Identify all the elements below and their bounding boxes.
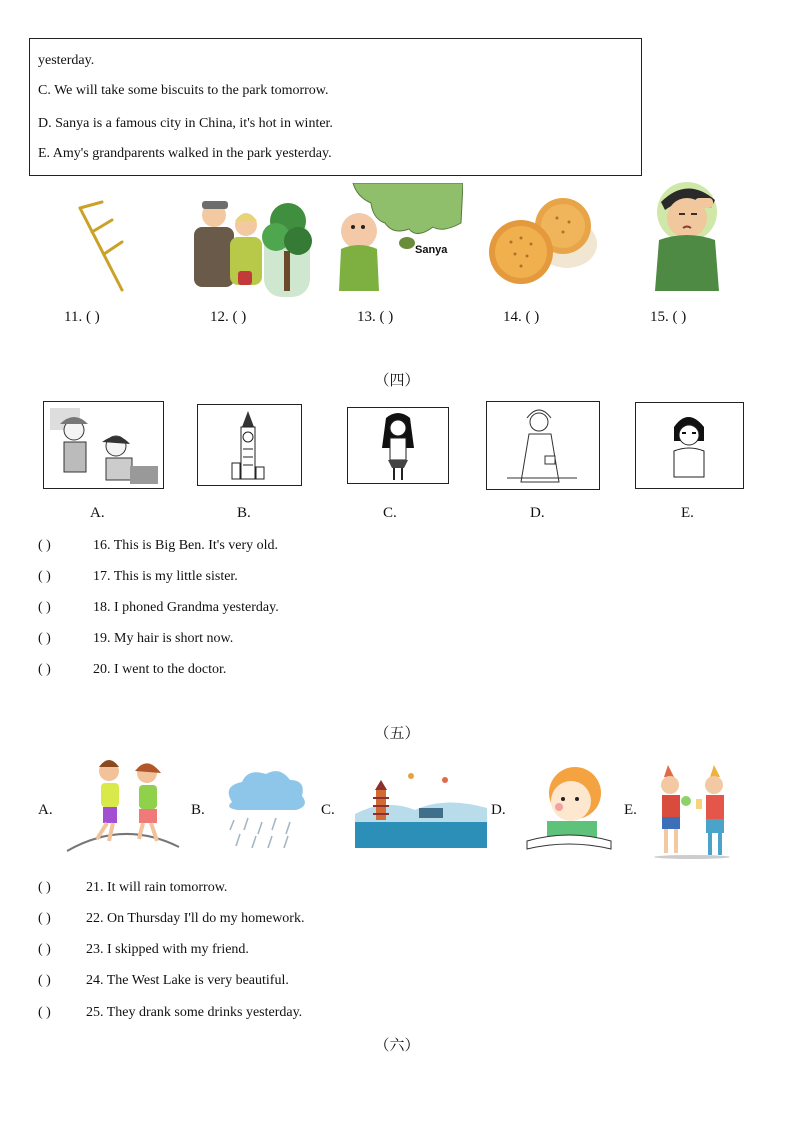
rain-cloud-icon (218, 768, 314, 850)
box-line: C. We will take some biscuits to the park tomorrow. (38, 83, 329, 98)
picture-5a (63, 755, 183, 857)
blank-22[interactable]: ( ) (38, 911, 51, 926)
picture-5c (355, 768, 487, 848)
picture-13 (333, 183, 463, 291)
sick-boy-headache (645, 178, 729, 291)
blank-17[interactable]: ( ) (38, 569, 51, 584)
picture-4b (197, 404, 302, 486)
letter-b: B. (191, 802, 205, 818)
blank-18[interactable]: ( ) (38, 600, 51, 615)
box-line: E. Amy's grandparents walked in the park yesterday. (38, 146, 332, 161)
picture-5e (652, 763, 734, 859)
picture-15-label: 15. ( ) (650, 309, 687, 325)
blank-20[interactable]: ( ) (38, 662, 51, 677)
box-line: D. Sanya is a famous city in China, it's hot in winter. (38, 116, 333, 131)
picture-4e (635, 402, 744, 489)
letter-d: D. (530, 505, 545, 521)
sentence-25: 25. They drank some drinks yesterday. (86, 1005, 303, 1020)
picture-14 (487, 198, 601, 288)
homework-boy (523, 757, 615, 853)
blank-25[interactable]: ( ) (38, 1005, 51, 1020)
sentence-16: 16. This is Big Ben. It's very old. (93, 538, 279, 553)
blank-21[interactable]: ( ) (38, 880, 51, 895)
west-lake-scene (355, 768, 487, 848)
sanya-map-boy (333, 183, 463, 291)
skipping-kids (63, 755, 183, 857)
picture-12-label: 12. ( ) (210, 309, 247, 325)
section-6-title: （六） (374, 1038, 420, 1054)
letter-c: C. (321, 802, 335, 818)
picture-5b (218, 768, 314, 850)
box-line: yesterday. (38, 53, 95, 68)
picture-5d (523, 757, 615, 853)
sentence-20: 20. I went to the doctor. (93, 662, 227, 677)
blank-16[interactable]: ( ) (38, 538, 51, 553)
sentence-24: 24. The West Lake is very beautiful. (86, 973, 289, 988)
little-sister-icon (348, 408, 448, 483)
sentence-22: 22. On Thursday I'll do my homework. (86, 911, 305, 926)
short-hair-girl-icon (636, 403, 743, 488)
letter-b: B. (237, 505, 251, 521)
picture-4c (347, 407, 449, 484)
picture-11 (70, 198, 130, 296)
picture-14-label: 14. ( ) (503, 309, 540, 325)
letter-a: A. (90, 505, 105, 521)
letter-e-stick-icon (70, 198, 130, 296)
sentence-21: 21. It will rain tomorrow. (86, 880, 228, 895)
picture-4d (486, 401, 600, 490)
letter-e: E. (624, 802, 637, 818)
blank-23[interactable]: ( ) (38, 942, 51, 957)
letter-d: D. (491, 802, 506, 818)
phone-call-icon (487, 402, 599, 489)
biscuits (487, 198, 601, 288)
sentence-19: 19. My hair is short now. (93, 631, 234, 646)
sentence-box (29, 38, 642, 176)
sentence-23: 23. I skipped with my friend. (86, 942, 249, 957)
big-ben-icon (198, 405, 301, 485)
sentence-17: 17. This is my little sister. (93, 569, 238, 584)
drinking-kids (652, 763, 734, 859)
picture-12 (190, 193, 312, 297)
sentence-18: 18. I phoned Grandma yesterday. (93, 600, 279, 615)
map-label: Sanya (415, 244, 448, 256)
section-5-title: （五） (374, 726, 420, 742)
family-photo (44, 402, 163, 488)
grandparents-walking-park (190, 193, 312, 297)
letter-e: E. (681, 505, 694, 521)
picture-15 (645, 178, 729, 291)
blank-19[interactable]: ( ) (38, 631, 51, 646)
blank-24[interactable]: ( ) (38, 973, 51, 988)
picture-11-label: 11. ( ) (64, 309, 100, 325)
picture-4a (43, 401, 164, 489)
letter-c: C. (383, 505, 397, 521)
section-4-title: （四） (374, 373, 420, 389)
letter-a: A. (38, 802, 53, 818)
picture-13-label: 13. ( ) (357, 309, 394, 325)
